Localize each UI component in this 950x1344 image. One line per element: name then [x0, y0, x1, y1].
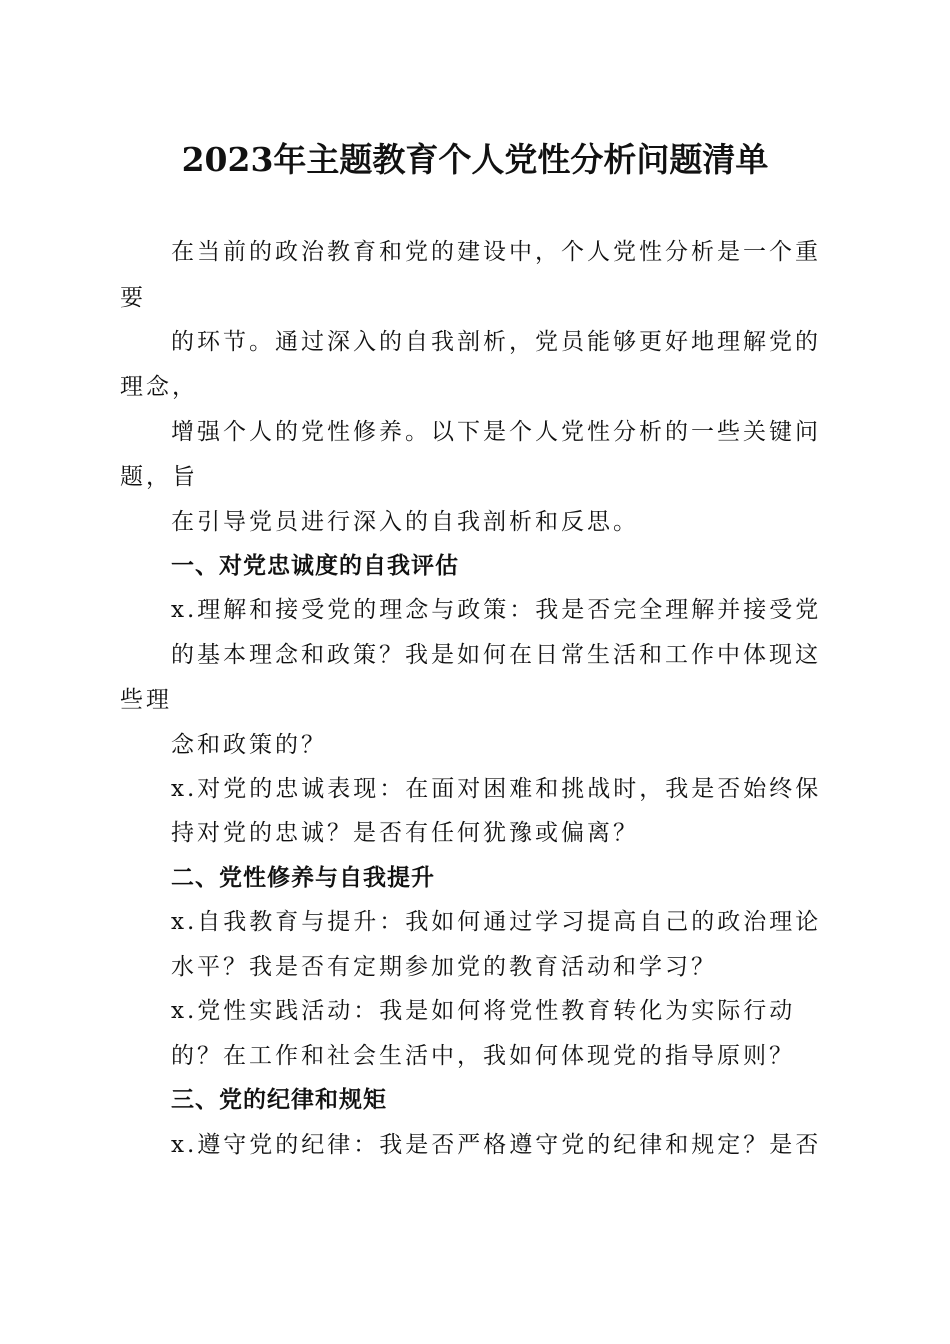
paragraph-line: 持对党的忠诚？是否有任何犹豫或偏离？ [171, 820, 639, 846]
paragraph-line: 题，旨 [120, 464, 198, 490]
paragraph-line: 理念， [120, 374, 198, 400]
paragraph-line: x.理解和接受党的理念与政策：我是否完全理解并接受党 [171, 597, 822, 623]
paragraph-line: x.自我教育与提升：我如何通过学习提高自己的政治理论 [171, 909, 822, 935]
section-heading-3: 三、党的纪律和规矩 [171, 1087, 387, 1113]
paragraph-line: x.遵守党的纪律：我是否严格遵守党的纪律和规定？是否 [171, 1132, 822, 1158]
paragraph-line: 的基本理念和政策？我是如何在日常生活和工作中体现这 [171, 642, 821, 668]
paragraph-line: 的？在工作和社会生活中，我如何体现党的指导原则？ [171, 1043, 795, 1069]
section-heading-2: 二、党性修养与自我提升 [171, 865, 435, 891]
paragraph-line: 些理 [120, 687, 172, 713]
paragraph-line: 要 [120, 285, 146, 311]
paragraph-line: x.党性实践活动：我是如何将党性教育转化为实际行动 [171, 998, 796, 1024]
paragraph-line: x.对党的忠诚表现：在面对困难和挑战时，我是否始终保 [171, 776, 822, 802]
paragraph-line: 的环节。通过深入的自我剖析，党员能够更好地理解党的 [171, 329, 821, 355]
document-title: 2023年主题教育个人党性分析问题清单 [181, 140, 769, 179]
paragraph-line: 念和政策的？ [171, 732, 327, 758]
paragraph-line: 增强个人的党性修养。以下是个人党性分析的一些关键问 [171, 419, 821, 445]
paragraph-line: 在引导党员进行深入的自我剖析和反思。 [171, 509, 639, 535]
paragraph-line: 在当前的政治教育和党的建设中，个人党性分析是一个重 [171, 239, 821, 265]
paragraph-line: 水平？我是否有定期参加党的教育活动和学习？ [171, 954, 717, 980]
section-heading-1: 一、对党忠诚度的自我评估 [171, 553, 459, 579]
